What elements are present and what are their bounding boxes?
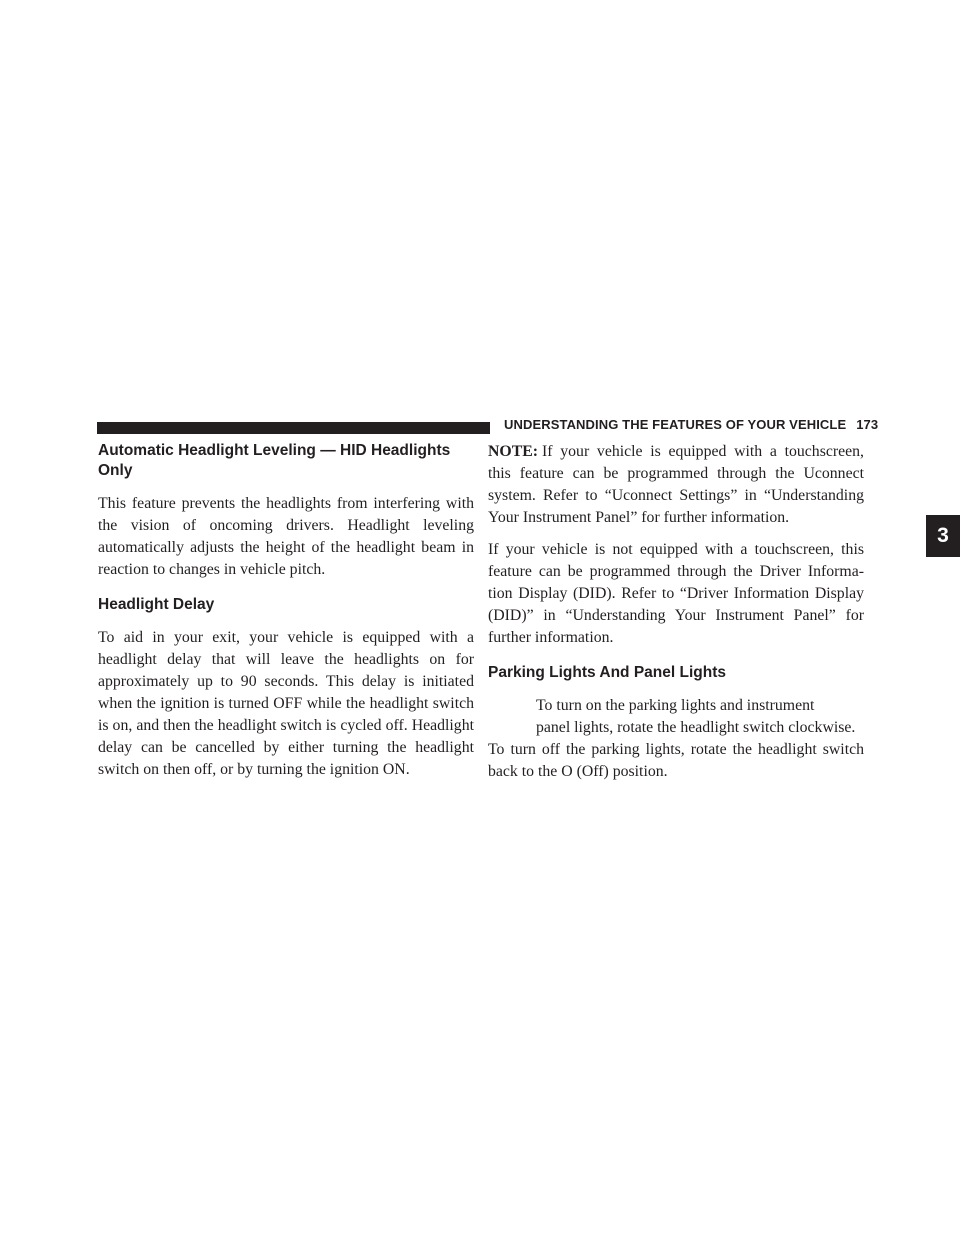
left-column: [98, 441, 474, 791]
paragraph-parking-off: To turn off the parking lights, rotate the headlight switch back to the O (Off) position.: [488, 741, 864, 780]
note-paragraph: [488, 441, 864, 529]
heading-parking-lights: Parking Lights And Panel Lights: [488, 664, 726, 681]
heading-headlight-leveling: Automatic Headlight Leveling — HID Headlights Only: [98, 442, 451, 479]
paragraph-did: If your vehicle is not equipped with a touchscreen, this feature can be programmed through the Driver Informa-tion Display (DID). Refer to “Driver Information Display (DID)” in “Understanding Your Instrument Panel” for further information.: [488, 541, 864, 646]
paragraph-parking-on-line1: To turn on the parking lights and instrument: [536, 697, 815, 714]
note-label: NOTE:: [488, 443, 539, 460]
paragraph-parking-on-line2: panel lights, rotate the headlight switch clockwise.: [536, 719, 856, 736]
heading-headlight-delay: Headlight Delay: [98, 596, 215, 613]
note-text: If your vehicle is equipped with a touchscreen, this feature can be programmed through the Uconnect system. Refer to “Uconnect Settings” in “Understanding Your Instrument Panel” for further information.: [488, 443, 864, 526]
paragraph-headlight-leveling: This feature prevents the headlights from interfering with the vision of oncoming drivers. Headlight leveling automatically adjusts the height of the headlight beam in reaction to changes in vehicle pitch.: [98, 495, 474, 578]
paragraph-headlight-delay: To aid in your exit, your vehicle is equipped with a headlight delay that will leave the headlights on for approximately up to 90 seconds. This delay is initiated when the ignition is turned OFF while the headlight switch is on, and then the headlight switch is cycled off. Headlight delay can be cancelled by either turning the headlight switch on then off, or by turning the ignition ON.: [98, 629, 474, 778]
section-title: UNDERSTANDING THE FEATURES OF YOUR VEHICLE: [504, 417, 847, 432]
page-number: 173: [856, 417, 879, 432]
right-column: [488, 441, 864, 793]
chapter-tab: 3: [926, 515, 960, 557]
header-bar: [97, 422, 490, 434]
running-header: [504, 417, 879, 432]
